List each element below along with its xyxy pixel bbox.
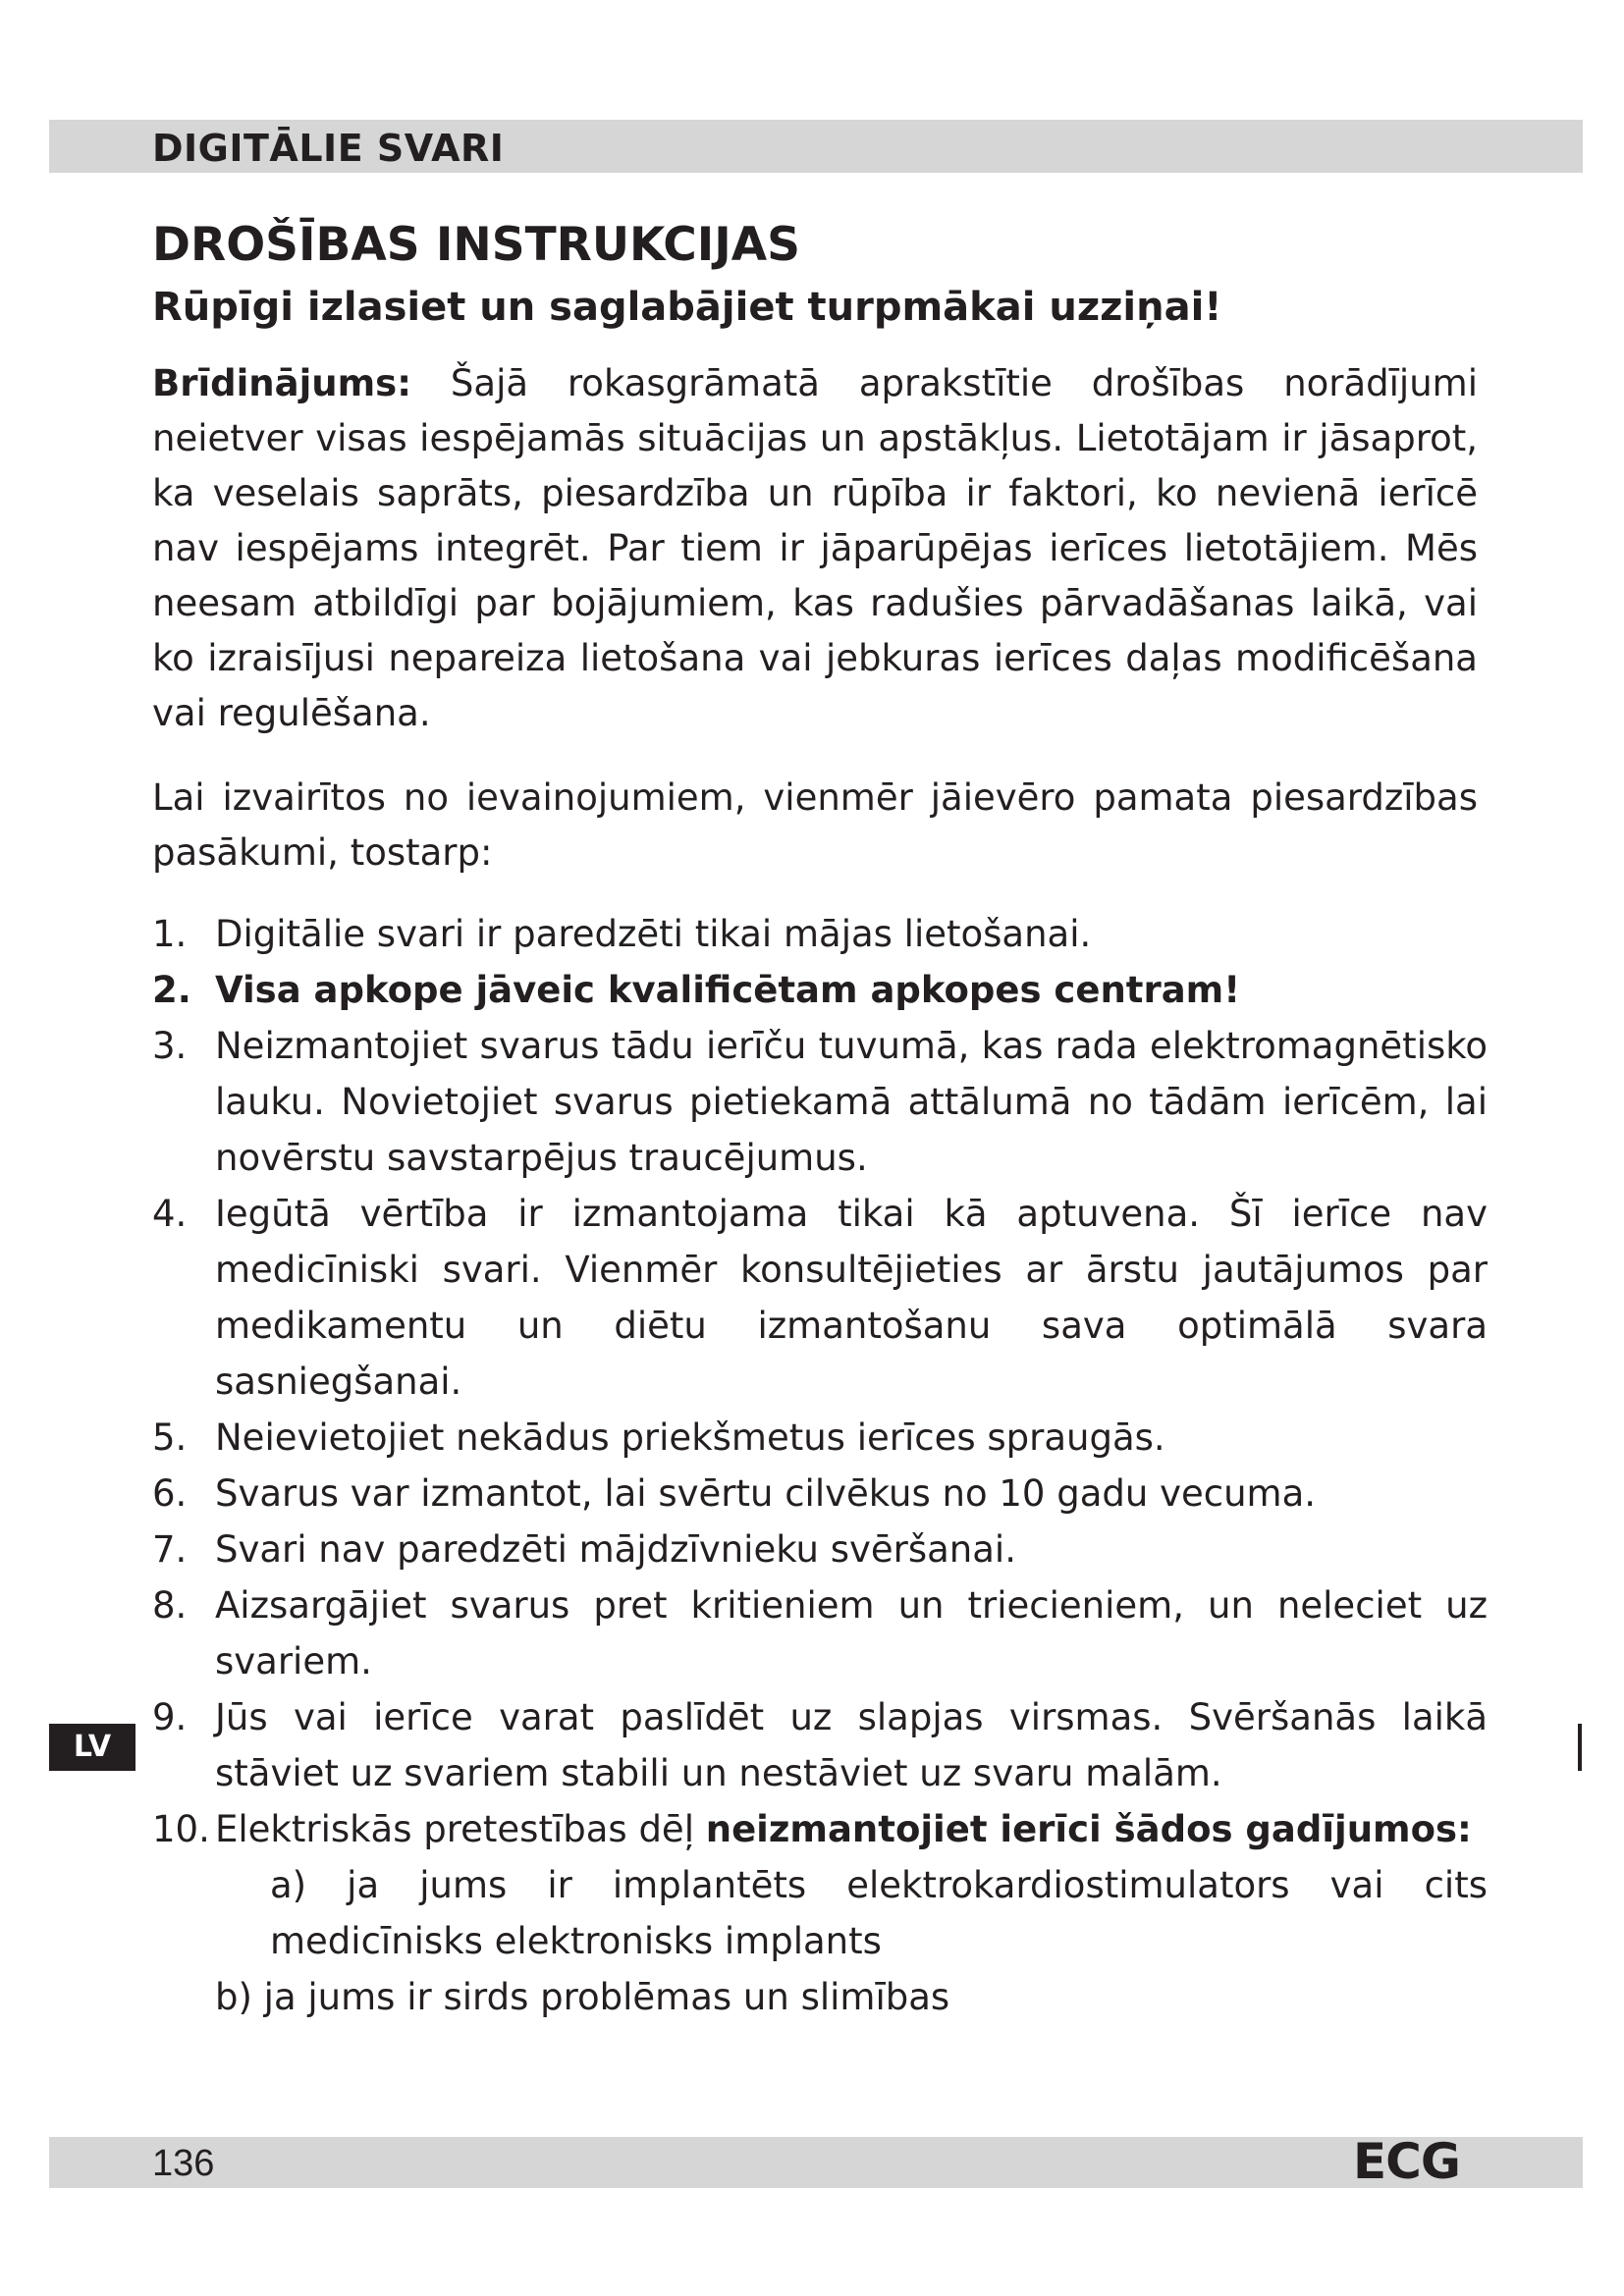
page-title: DROŠĪBAS INSTRUKCIJAS	[152, 218, 800, 272]
list-item-number: 7.	[152, 1528, 188, 1571]
language-tab: LV	[49, 1724, 135, 1771]
list-item	[152, 1689, 1488, 1801]
list-item	[152, 906, 1488, 962]
list-item-text: Jūs vai ierīce varat paslīdēt uz slapjas virsmas. Svēršanās laikā stāviet uz svariem stabili un nestāviet uz svaru malām.	[215, 1696, 1488, 1794]
intro-paragraph: Lai izvairītos no ievainojumiem, vienmēr jāievēro pamata piesardzības pasākumi, tostarp:	[152, 776, 1478, 874]
list-item-number: 5.	[152, 1416, 188, 1459]
list-item-text: Neievietojiet nekādus priekšmetus ierīces spraugās.	[215, 1416, 1165, 1459]
list-item	[152, 1466, 1488, 1522]
list-item-text: Aizsargājiet svarus pret kritieniem un triecieniem, un neleciet uz svariem.	[215, 1584, 1488, 1682]
list-item-text: Svarus var izmantot, lai svērtu cilvēkus no 10 gadu vecuma.	[215, 1472, 1317, 1515]
list-item-number: 1.	[152, 913, 188, 955]
list-item	[152, 1577, 1488, 1689]
list-item-text: Visa apkope jāveic kvalificētam apkopes centram!	[215, 969, 1241, 1011]
header-title: DIGITĀLIE SVARI	[152, 127, 505, 170]
list-item-text: Iegūtā vērtība ir izmantojama tikai kā aptuvena. Šī ierīce nav medicīniski svari. Vienmēr konsultējieties ar ārstu jautājumos par medikamentu un diētu izmantošanu sava optimālā svara sasniegšanai.	[215, 1193, 1488, 1403]
list-item	[152, 1186, 1488, 1410]
list-item-number: 9.	[152, 1696, 188, 1738]
sub-list-item: b) ja jums ir sirds problēmas un slimības	[215, 1976, 950, 2018]
page-number: 136	[152, 2143, 215, 2184]
list-item-number: 8.	[152, 1584, 188, 1627]
list-item	[152, 1018, 1488, 1186]
list-item	[152, 962, 1488, 1018]
warning-label: Brīdinājums:	[152, 362, 412, 404]
page-subtitle: Rūpīgi izlasiet un saglabājiet turpmākai uzziņai!	[152, 285, 1222, 330]
list-item-number: 3.	[152, 1025, 188, 1067]
list-item	[152, 1522, 1488, 1577]
sub-list-item: a) ja jums ir implantēts elektrokardiostimulators vai cits medicīnisks elektronisks implants	[270, 1864, 1488, 1962]
list-item-text: Digitālie svari ir paredzēti tikai mājas lietošanai.	[215, 913, 1092, 955]
margin-marker	[1578, 1724, 1582, 1771]
list-item	[152, 1410, 1488, 1466]
list-item-number: 10.	[152, 1808, 210, 1850]
warning-text: Šajā rokasgrāmatā aprakstītie drošības norādījumi neietver visas iespējamās situācijas un apstākļus. Lietotājam ir jāsaprot, ka veselais saprāts, piesardzība un rūpība ir faktori, ko nevienā ierīcē nav iespējams integrēt. Par tiem ir jāparūpējas ierīces lietotājiem. Mēs neesam atbildīgi par bojājumiem, kas radušies pārvadāšanas laikā, vai ko izraisījusi nepareiza lietošana vai jebkuras ierīces daļas modificēšana vai regulēšana.	[152, 362, 1478, 734]
list-item-number: 4.	[152, 1193, 188, 1235]
warning-paragraph	[152, 356, 1478, 741]
brand-logo: ECG	[1353, 2133, 1460, 2190]
list-item-bold-text: neizmantojiet ierīci šādos gadījumos:	[705, 1808, 1472, 1850]
safety-list	[152, 906, 1488, 2025]
sub-list	[215, 1857, 1488, 2025]
list-item-text: Neizmantojiet svarus tādu ierīču tuvumā, kas rada elektromagnētisko lauku. Novietojiet svarus pietiekamā attālumā no tādām ierīcēm, lai novērstu savstarpējus traucējumus.	[215, 1025, 1488, 1179]
list-item	[152, 1801, 1488, 2025]
list-item-text: Elektriskās pretestības dēļ	[215, 1808, 706, 1850]
list-item-number: 6.	[152, 1472, 188, 1515]
list-item-number: 2.	[152, 969, 191, 1011]
list-item-text: Svari nav paredzēti mājdzīvnieku svēršanai.	[215, 1528, 1016, 1571]
